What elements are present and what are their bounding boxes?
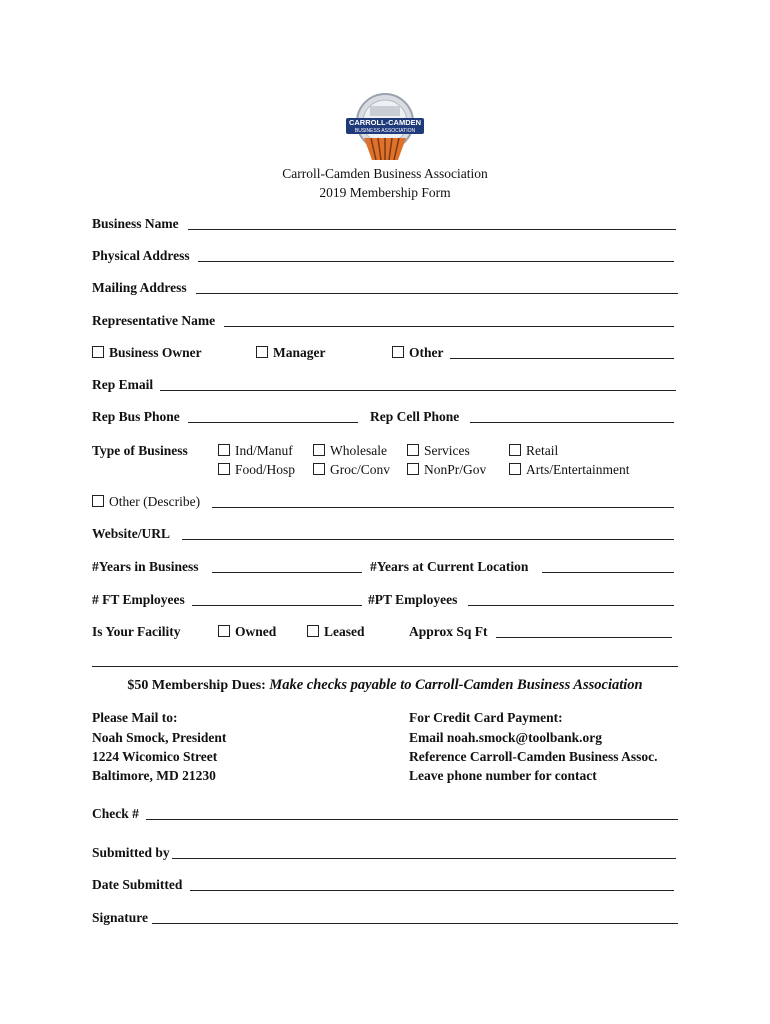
manager-option[interactable]: Manager: [256, 345, 325, 361]
other-role-checkbox[interactable]: [392, 346, 404, 358]
sq-ft-field[interactable]: [496, 637, 672, 638]
other-describe-checkbox[interactable]: [92, 495, 104, 507]
other-role-field[interactable]: [450, 358, 674, 359]
mail-street: 1224 Wicomico Street: [92, 749, 218, 764]
form-title: 2019 Membership Form: [319, 185, 451, 200]
submitted-by-field[interactable]: [172, 858, 676, 859]
rep-bus-phone-label: Rep Bus Phone: [92, 409, 180, 424]
other-describe-field[interactable]: [212, 507, 674, 508]
wholesale-option[interactable]: Wholesale: [313, 443, 387, 459]
credit-email: Email noah.smock@toolbank.org: [409, 730, 602, 745]
physical-address-label: Physical Address: [92, 248, 190, 263]
mail-heading: Please Mail to:: [92, 710, 178, 725]
section-divider: [92, 666, 678, 667]
signature-field[interactable]: [152, 923, 678, 924]
leased-option[interactable]: Leased: [307, 624, 365, 640]
credit-heading: For Credit Card Payment:: [409, 710, 563, 725]
ft-employees-field[interactable]: [192, 605, 362, 606]
groc-conv-option[interactable]: Groc/Conv: [313, 462, 390, 478]
business-owner-checkbox[interactable]: [92, 346, 104, 358]
date-submitted-label: Date Submitted: [92, 877, 183, 892]
owned-checkbox[interactable]: [218, 625, 230, 637]
services-checkbox[interactable]: [407, 444, 419, 456]
other-role-option[interactable]: Other: [392, 345, 444, 361]
owned-option[interactable]: Owned: [218, 624, 276, 640]
nonpr-gov-checkbox[interactable]: [407, 463, 419, 475]
website-field[interactable]: [182, 539, 674, 540]
signature-label: Signature: [92, 910, 149, 925]
check-label: Check #: [92, 806, 139, 821]
food-hosp-option[interactable]: Food/Hosp: [218, 462, 295, 478]
ft-employees-label: # FT Employees: [92, 592, 185, 607]
svg-text:CARROLL-CAMDEN: CARROLL-CAMDEN: [348, 118, 422, 127]
website-label: Website/URL: [92, 526, 171, 541]
arts-entertainment-checkbox[interactable]: [509, 463, 521, 475]
groc-conv-checkbox[interactable]: [313, 463, 325, 475]
years-at-location-label: #Years at Current Location: [370, 559, 529, 574]
date-submitted-field[interactable]: [190, 890, 674, 891]
retail-option[interactable]: Retail: [509, 443, 558, 459]
ind-manuf-option[interactable]: Ind/Manuf: [218, 443, 293, 459]
organization-name: Carroll-Camden Business Association: [282, 166, 488, 181]
rep-cell-phone-field[interactable]: [470, 422, 674, 423]
representative-name-field[interactable]: [224, 326, 674, 327]
business-name-field[interactable]: [188, 229, 676, 230]
sq-ft-label: Approx Sq Ft: [409, 624, 488, 639]
manager-checkbox[interactable]: [256, 346, 268, 358]
pt-employees-label: #PT Employees: [368, 592, 458, 607]
type-of-business-label: Type of Business: [92, 443, 188, 458]
submitted-by-label: Submitted by: [92, 845, 170, 860]
wholesale-checkbox[interactable]: [313, 444, 325, 456]
business-name-label: Business Name: [92, 216, 179, 231]
membership-dues: [0, 677, 770, 694]
rep-email-field[interactable]: [160, 390, 676, 391]
mail-name: Noah Smock, President: [92, 730, 227, 745]
dues-amount: $50 Membership Dues:: [127, 678, 266, 693]
years-in-business-field[interactable]: [212, 572, 362, 573]
credit-phone: Leave phone number for contact: [409, 768, 597, 783]
check-field[interactable]: [146, 819, 678, 820]
physical-address-field[interactable]: [198, 261, 674, 262]
mailing-address-field[interactable]: [196, 293, 678, 294]
ind-manuf-checkbox[interactable]: [218, 444, 230, 456]
pt-employees-field[interactable]: [468, 605, 674, 606]
mailing-address-label: Mailing Address: [92, 280, 187, 295]
representative-name-label: Representative Name: [92, 313, 216, 328]
services-option[interactable]: Services: [407, 443, 470, 459]
credit-reference: Reference Carroll-Camden Business Assoc.: [409, 749, 658, 764]
dues-note: Make checks payable to Carroll-Camden Business Association: [269, 677, 643, 693]
leased-checkbox[interactable]: [307, 625, 319, 637]
rep-email-label: Rep Email: [92, 377, 154, 392]
arts-entertainment-option[interactable]: Arts/Entertainment: [509, 462, 629, 478]
food-hosp-checkbox[interactable]: [218, 463, 230, 475]
nonpr-gov-option[interactable]: NonPr/Gov: [407, 462, 486, 478]
svg-text:BUSINESS ASSOCIATION: BUSINESS ASSOCIATION: [354, 128, 416, 134]
mail-city: Baltimore, MD 21230: [92, 768, 216, 783]
association-logo: [340, 92, 430, 164]
other-describe-option[interactable]: Other (Describe): [92, 494, 200, 510]
business-owner-option[interactable]: Business Owner: [92, 345, 202, 361]
retail-checkbox[interactable]: [509, 444, 521, 456]
rep-bus-phone-field[interactable]: [188, 422, 358, 423]
years-in-business-label: #Years in Business: [92, 559, 199, 574]
facility-label: Is Your Facility: [92, 624, 181, 639]
years-at-location-field[interactable]: [542, 572, 674, 573]
rep-cell-phone-label: Rep Cell Phone: [370, 409, 460, 424]
